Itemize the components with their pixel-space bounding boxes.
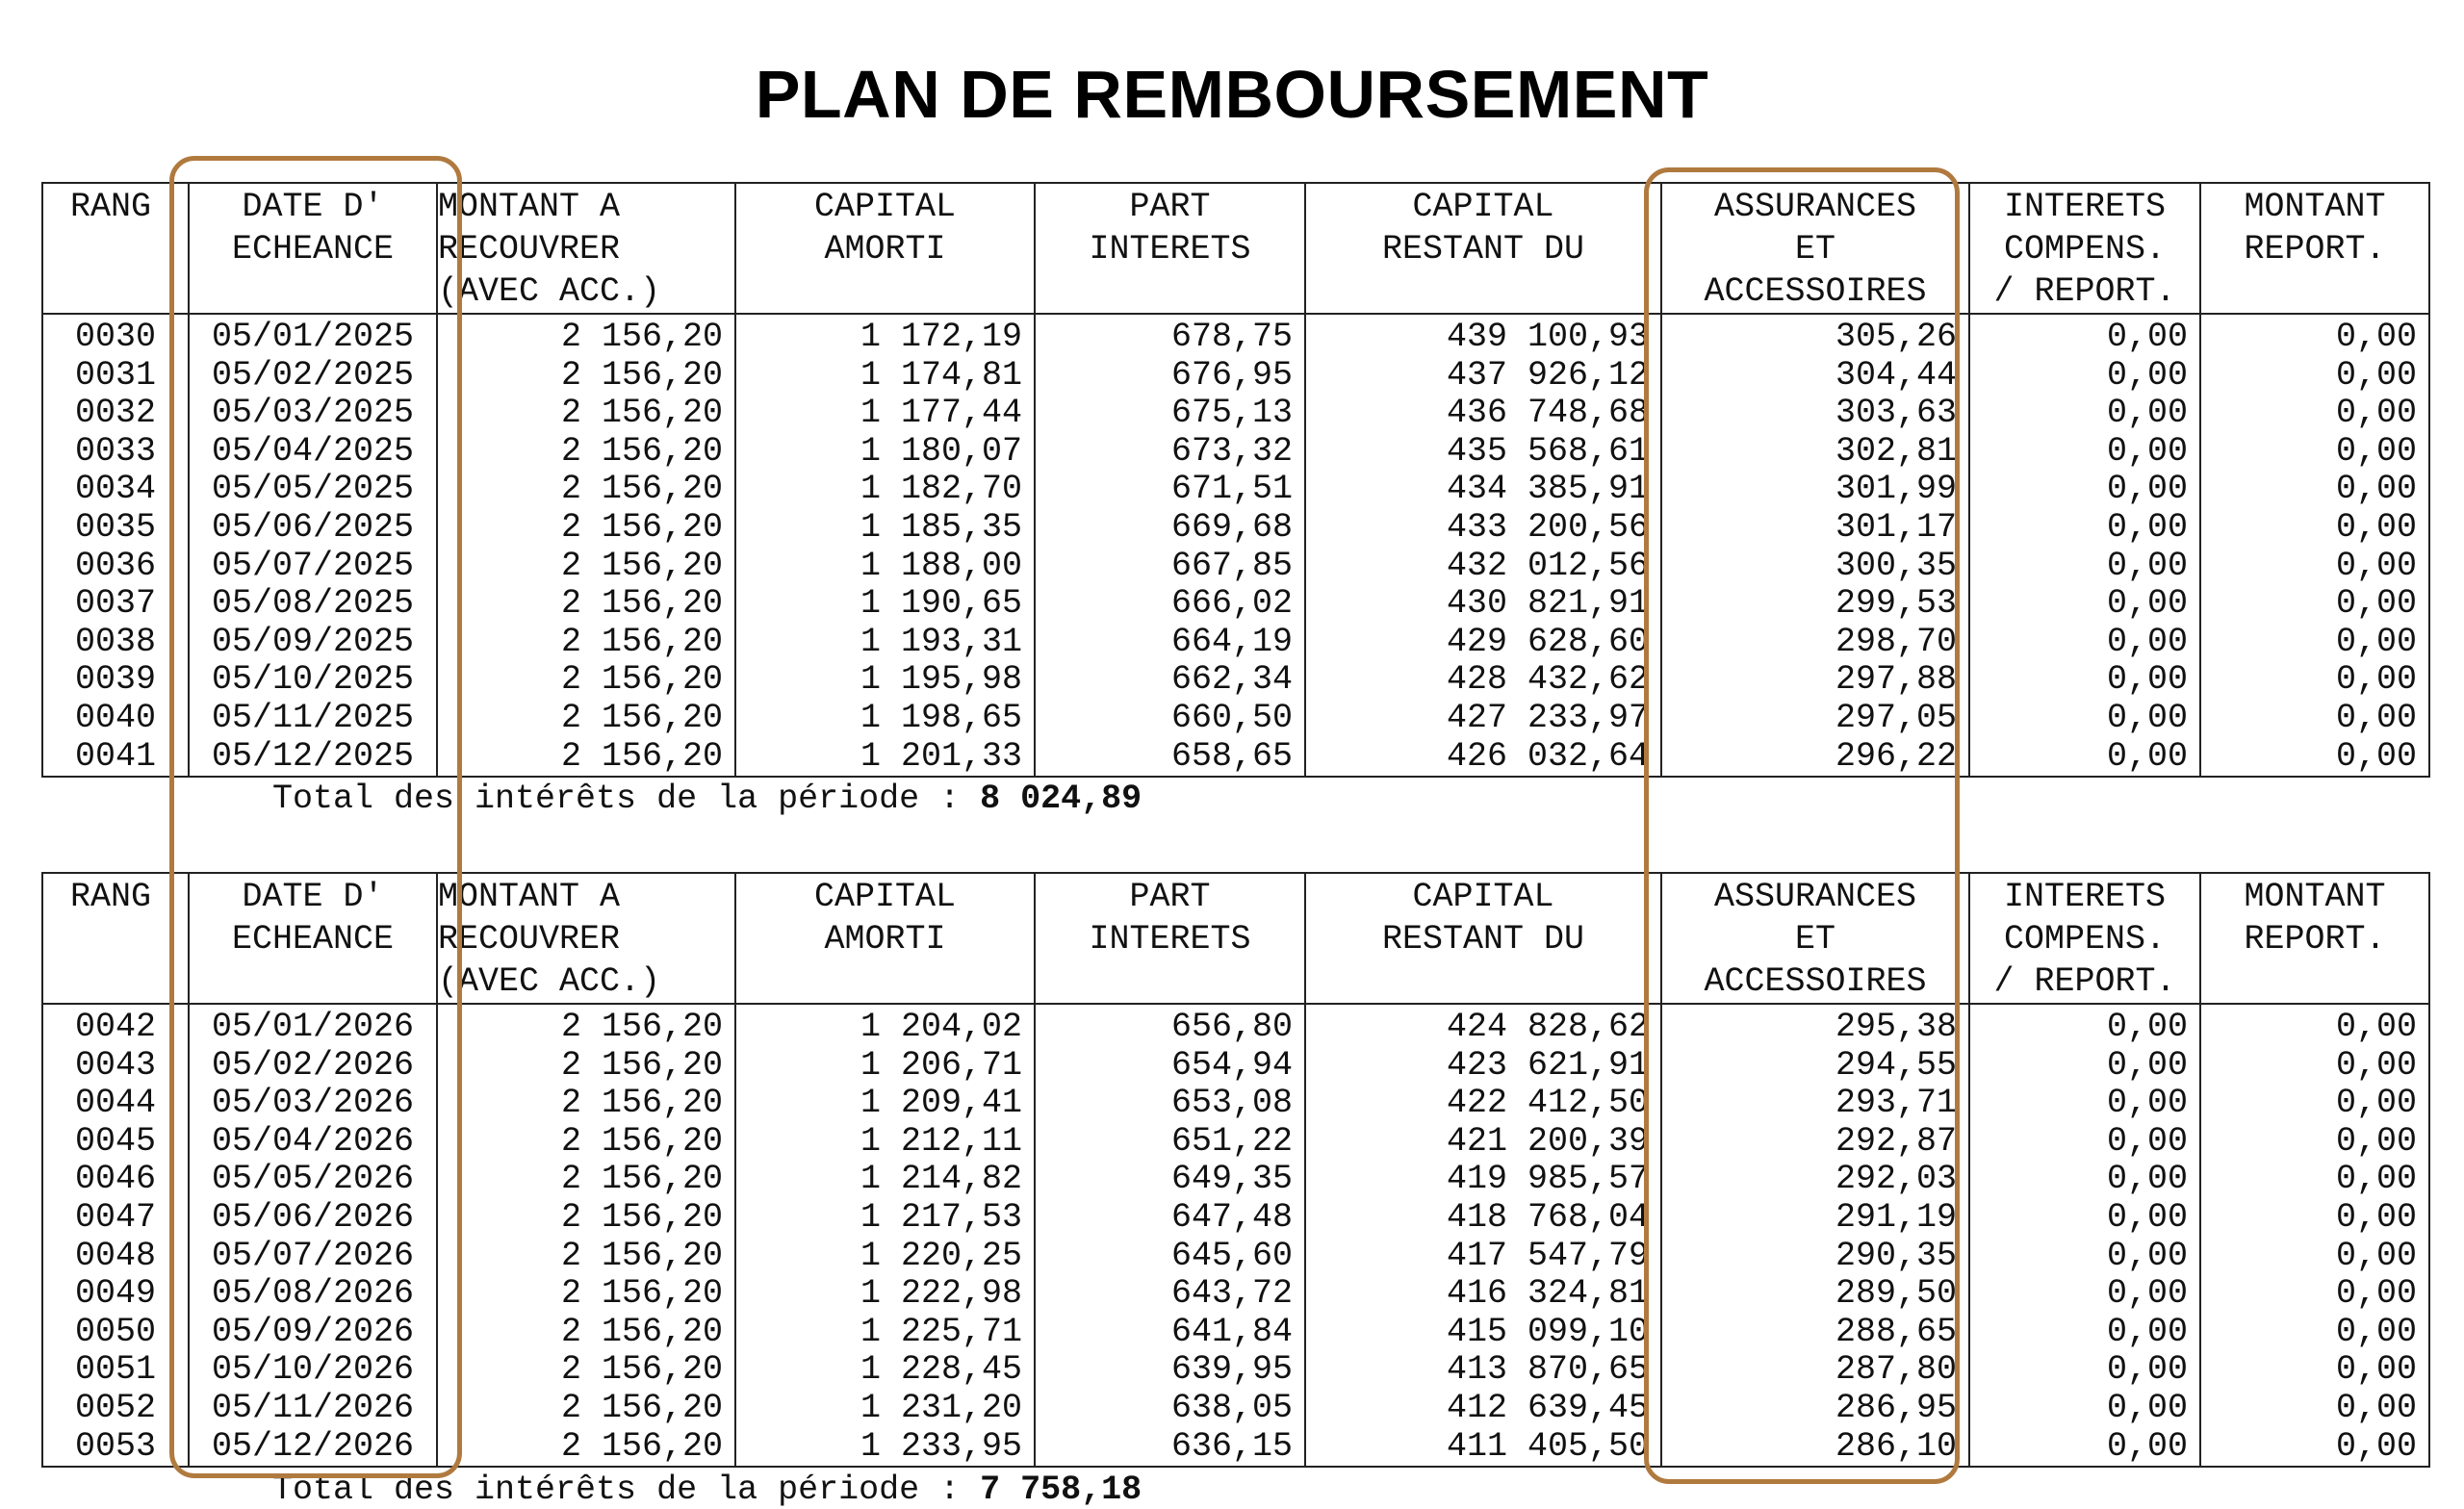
cell-assurances-accessoires: 290,35 xyxy=(1661,1238,1969,1276)
cell-rang: 0048 xyxy=(42,1238,189,1276)
cell-assurances-accessoires: 287,80 xyxy=(1661,1351,1969,1390)
cell-interets-compens-report: 0,00 xyxy=(1969,1047,2200,1086)
cell-rang: 0053 xyxy=(42,1428,189,1468)
cell-part-interets: 669,68 xyxy=(1035,509,1305,548)
cell-rang: 0051 xyxy=(42,1351,189,1390)
cell-montant-report: 0,00 xyxy=(2200,661,2429,700)
cell-capital-amorti: 1 220,25 xyxy=(735,1238,1035,1276)
cell-montant-a-recouvrer: 2 156,20 xyxy=(437,509,735,548)
cell-montant-a-recouvrer: 2 156,20 xyxy=(437,1390,735,1428)
total-value: 8 024,89 xyxy=(980,780,1142,818)
cell-capital-amorti: 1 182,70 xyxy=(735,471,1035,509)
cell-capital-amorti: 1 225,71 xyxy=(735,1314,1035,1352)
cell-part-interets: 636,15 xyxy=(1035,1428,1305,1468)
cell-rang: 0035 xyxy=(42,509,189,548)
cell-interets-compens-report: 0,00 xyxy=(1969,1199,2200,1238)
cell-montant-report: 0,00 xyxy=(2200,1351,2429,1390)
cell-part-interets: 643,72 xyxy=(1035,1275,1305,1314)
cell-rang: 0037 xyxy=(42,585,189,624)
cell-interets-compens-report: 0,00 xyxy=(1969,1314,2200,1352)
cell-date-echeance: 05/06/2025 xyxy=(189,509,437,548)
cell-capital-amorti: 1 174,81 xyxy=(735,357,1035,396)
table-row xyxy=(42,624,2429,662)
cell-capital-amorti: 1 206,71 xyxy=(735,1047,1035,1086)
cell-rang: 0045 xyxy=(42,1123,189,1162)
cell-assurances-accessoires: 294,55 xyxy=(1661,1047,1969,1086)
cell-montant-a-recouvrer: 2 156,20 xyxy=(437,1047,735,1086)
cell-capital-amorti: 1 212,11 xyxy=(735,1123,1035,1162)
cell-date-echeance: 05/05/2026 xyxy=(189,1161,437,1199)
cell-montant-a-recouvrer: 2 156,20 xyxy=(437,1275,735,1314)
cell-rang: 0042 xyxy=(42,1004,189,1047)
cell-assurances-accessoires: 286,95 xyxy=(1661,1390,1969,1428)
table-row xyxy=(42,1314,2429,1352)
cell-interets-compens-report: 0,00 xyxy=(1969,700,2200,738)
cell-date-echeance: 05/08/2025 xyxy=(189,585,437,624)
cell-montant-report: 0,00 xyxy=(2200,1314,2429,1352)
period-interest-total xyxy=(272,780,1142,818)
cell-rang: 0036 xyxy=(42,548,189,586)
cell-capital-restant-du: 439 100,93 xyxy=(1305,314,1661,357)
cell-rang: 0052 xyxy=(42,1390,189,1428)
header-assurances-accessoires: ASSURANCES ET ACCESSOIRES xyxy=(1661,873,1969,1004)
table-row xyxy=(42,314,2429,357)
cell-montant-a-recouvrer: 2 156,20 xyxy=(437,1314,735,1352)
cell-rang: 0050 xyxy=(42,1314,189,1352)
cell-rang: 0033 xyxy=(42,433,189,472)
cell-montant-a-recouvrer: 2 156,20 xyxy=(437,471,735,509)
table-row xyxy=(42,1390,2429,1428)
cell-interets-compens-report: 0,00 xyxy=(1969,1004,2200,1047)
table-row xyxy=(42,471,2429,509)
cell-montant-a-recouvrer: 2 156,20 xyxy=(437,357,735,396)
cell-assurances-accessoires: 297,05 xyxy=(1661,700,1969,738)
cell-montant-report: 0,00 xyxy=(2200,357,2429,396)
cell-interets-compens-report: 0,00 xyxy=(1969,1238,2200,1276)
cell-capital-restant-du: 418 768,04 xyxy=(1305,1199,1661,1238)
cell-montant-a-recouvrer: 2 156,20 xyxy=(437,1351,735,1390)
cell-montant-a-recouvrer: 2 156,20 xyxy=(437,395,735,433)
cell-capital-restant-du: 411 405,50 xyxy=(1305,1428,1661,1468)
cell-assurances-accessoires: 300,35 xyxy=(1661,548,1969,586)
cell-capital-amorti: 1 228,45 xyxy=(735,1351,1035,1390)
cell-interets-compens-report: 0,00 xyxy=(1969,471,2200,509)
cell-interets-compens-report: 0,00 xyxy=(1969,585,2200,624)
cell-capital-amorti: 1 222,98 xyxy=(735,1275,1035,1314)
cell-montant-a-recouvrer: 2 156,20 xyxy=(437,1004,735,1047)
cell-interets-compens-report: 0,00 xyxy=(1969,1161,2200,1199)
table-row xyxy=(42,1004,2429,1047)
cell-rang: 0044 xyxy=(42,1085,189,1123)
cell-assurances-accessoires: 301,99 xyxy=(1661,471,1969,509)
cell-montant-a-recouvrer: 2 156,20 xyxy=(437,661,735,700)
header-montant-a-recouvrer: MONTANT A RECOUVRER (AVEC ACC.) xyxy=(437,873,735,1004)
table-row xyxy=(42,661,2429,700)
header-interets-compens-report: INTERETS COMPENS. / REPORT. xyxy=(1969,873,2200,1004)
cell-rang: 0030 xyxy=(42,314,189,357)
cell-assurances-accessoires: 296,22 xyxy=(1661,738,1969,778)
cell-montant-report: 0,00 xyxy=(2200,471,2429,509)
cell-capital-restant-du: 419 985,57 xyxy=(1305,1161,1661,1199)
cell-montant-a-recouvrer: 2 156,20 xyxy=(437,433,735,472)
cell-capital-restant-du: 434 385,91 xyxy=(1305,471,1661,509)
cell-date-echeance: 05/02/2025 xyxy=(189,357,437,396)
cell-capital-restant-du: 415 099,10 xyxy=(1305,1314,1661,1352)
header-capital-restant-du: CAPITAL RESTANT DU xyxy=(1305,183,1661,314)
header-capital-restant-du: CAPITAL RESTANT DU xyxy=(1305,873,1661,1004)
cell-montant-report: 0,00 xyxy=(2200,1428,2429,1468)
cell-assurances-accessoires: 292,03 xyxy=(1661,1161,1969,1199)
table-row xyxy=(42,1351,2429,1390)
cell-date-echeance: 05/05/2025 xyxy=(189,471,437,509)
cell-assurances-accessoires: 286,10 xyxy=(1661,1428,1969,1468)
cell-capital-amorti: 1 201,33 xyxy=(735,738,1035,778)
cell-part-interets: 639,95 xyxy=(1035,1351,1305,1390)
cell-montant-report: 0,00 xyxy=(2200,585,2429,624)
cell-montant-report: 0,00 xyxy=(2200,1275,2429,1314)
cell-montant-a-recouvrer: 2 156,20 xyxy=(437,1123,735,1162)
cell-capital-amorti: 1 231,20 xyxy=(735,1390,1035,1428)
table-row xyxy=(42,1161,2429,1199)
cell-montant-report: 0,00 xyxy=(2200,433,2429,472)
cell-montant-a-recouvrer: 2 156,20 xyxy=(437,1238,735,1276)
cell-part-interets: 654,94 xyxy=(1035,1047,1305,1086)
cell-montant-a-recouvrer: 2 156,20 xyxy=(437,1199,735,1238)
cell-assurances-accessoires: 304,44 xyxy=(1661,357,1969,396)
cell-capital-amorti: 1 209,41 xyxy=(735,1085,1035,1123)
cell-assurances-accessoires: 295,38 xyxy=(1661,1004,1969,1047)
cell-montant-report: 0,00 xyxy=(2200,1085,2429,1123)
cell-rang: 0032 xyxy=(42,395,189,433)
cell-assurances-accessoires: 293,71 xyxy=(1661,1085,1969,1123)
cell-capital-restant-du: 428 432,62 xyxy=(1305,661,1661,700)
header-date-echeance: DATE D' ECHEANCE xyxy=(189,183,437,314)
cell-capital-restant-du: 417 547,79 xyxy=(1305,1238,1661,1276)
cell-part-interets: 675,13 xyxy=(1035,395,1305,433)
cell-part-interets: 667,85 xyxy=(1035,548,1305,586)
cell-capital-restant-du: 413 870,65 xyxy=(1305,1351,1661,1390)
cell-montant-a-recouvrer: 2 156,20 xyxy=(437,1428,735,1468)
cell-interets-compens-report: 0,00 xyxy=(1969,548,2200,586)
cell-part-interets: 638,05 xyxy=(1035,1390,1305,1428)
cell-assurances-accessoires: 292,87 xyxy=(1661,1123,1969,1162)
cell-part-interets: 645,60 xyxy=(1035,1238,1305,1276)
cell-interets-compens-report: 0,00 xyxy=(1969,395,2200,433)
cell-capital-amorti: 1 217,53 xyxy=(735,1199,1035,1238)
cell-assurances-accessoires: 298,70 xyxy=(1661,624,1969,662)
cell-part-interets: 676,95 xyxy=(1035,357,1305,396)
cell-montant-report: 0,00 xyxy=(2200,738,2429,778)
repayment-table-2026 xyxy=(41,872,2430,1468)
cell-date-echeance: 05/03/2025 xyxy=(189,395,437,433)
cell-assurances-accessoires: 305,26 xyxy=(1661,314,1969,357)
cell-montant-report: 0,00 xyxy=(2200,700,2429,738)
table-row xyxy=(42,1428,2429,1468)
cell-interets-compens-report: 0,00 xyxy=(1969,314,2200,357)
cell-date-echeance: 05/07/2025 xyxy=(189,548,437,586)
cell-interets-compens-report: 0,00 xyxy=(1969,624,2200,662)
cell-capital-restant-du: 436 748,68 xyxy=(1305,395,1661,433)
cell-part-interets: 647,48 xyxy=(1035,1199,1305,1238)
cell-montant-report: 0,00 xyxy=(2200,395,2429,433)
cell-capital-restant-du: 433 200,56 xyxy=(1305,509,1661,548)
cell-date-echeance: 05/12/2025 xyxy=(189,738,437,778)
cell-montant-a-recouvrer: 2 156,20 xyxy=(437,700,735,738)
cell-montant-a-recouvrer: 2 156,20 xyxy=(437,1161,735,1199)
cell-capital-amorti: 1 185,35 xyxy=(735,509,1035,548)
cell-assurances-accessoires: 297,88 xyxy=(1661,661,1969,700)
cell-capital-restant-du: 422 412,50 xyxy=(1305,1085,1661,1123)
cell-rang: 0041 xyxy=(42,738,189,778)
cell-montant-report: 0,00 xyxy=(2200,1047,2429,1086)
cell-interets-compens-report: 0,00 xyxy=(1969,433,2200,472)
cell-montant-report: 0,00 xyxy=(2200,1390,2429,1428)
cell-capital-amorti: 1 214,82 xyxy=(735,1161,1035,1199)
table-row xyxy=(42,548,2429,586)
cell-date-echeance: 05/10/2025 xyxy=(189,661,437,700)
table-row xyxy=(42,1085,2429,1123)
header-montant-a-recouvrer: MONTANT A RECOUVRER (AVEC ACC.) xyxy=(437,183,735,314)
cell-date-echeance: 05/01/2025 xyxy=(189,314,437,357)
cell-interets-compens-report: 0,00 xyxy=(1969,1428,2200,1468)
cell-part-interets: 649,35 xyxy=(1035,1161,1305,1199)
table-row xyxy=(42,1047,2429,1086)
header-rang: RANG xyxy=(42,183,189,314)
cell-capital-restant-du: 424 828,62 xyxy=(1305,1004,1661,1047)
table-row xyxy=(42,357,2429,396)
cell-part-interets: 664,19 xyxy=(1035,624,1305,662)
cell-date-echeance: 05/06/2026 xyxy=(189,1199,437,1238)
cell-capital-restant-du: 427 233,97 xyxy=(1305,700,1661,738)
period-interest-total xyxy=(272,1471,1142,1509)
cell-montant-a-recouvrer: 2 156,20 xyxy=(437,624,735,662)
total-value: 7 758,18 xyxy=(980,1471,1142,1509)
cell-part-interets: 671,51 xyxy=(1035,471,1305,509)
table-row xyxy=(42,395,2429,433)
cell-part-interets: 666,02 xyxy=(1035,585,1305,624)
cell-rang: 0049 xyxy=(42,1275,189,1314)
cell-capital-restant-du: 435 568,61 xyxy=(1305,433,1661,472)
cell-part-interets: 656,80 xyxy=(1035,1004,1305,1047)
cell-montant-a-recouvrer: 2 156,20 xyxy=(437,738,735,778)
cell-capital-restant-du: 437 926,12 xyxy=(1305,357,1661,396)
cell-part-interets: 651,22 xyxy=(1035,1123,1305,1162)
cell-part-interets: 678,75 xyxy=(1035,314,1305,357)
cell-capital-amorti: 1 177,44 xyxy=(735,395,1035,433)
cell-date-echeance: 05/03/2026 xyxy=(189,1085,437,1123)
cell-date-echeance: 05/10/2026 xyxy=(189,1351,437,1390)
cell-rang: 0043 xyxy=(42,1047,189,1086)
cell-assurances-accessoires: 301,17 xyxy=(1661,509,1969,548)
repayment-table-2025 xyxy=(41,182,2430,778)
cell-date-echeance: 05/01/2026 xyxy=(189,1004,437,1047)
total-label: Total des intérêts de la période : xyxy=(272,1471,981,1509)
page-title: PLAN DE REMBOURSEMENT xyxy=(755,57,1709,132)
header-assurances-accessoires: ASSURANCES ET ACCESSOIRES xyxy=(1661,183,1969,314)
header-part-interets: PART INTERETS xyxy=(1035,183,1305,314)
header-rang: RANG xyxy=(42,873,189,1004)
cell-part-interets: 660,50 xyxy=(1035,700,1305,738)
table-row xyxy=(42,1238,2429,1276)
cell-montant-a-recouvrer: 2 156,20 xyxy=(437,585,735,624)
cell-capital-amorti: 1 180,07 xyxy=(735,433,1035,472)
table-row xyxy=(42,1123,2429,1162)
cell-montant-report: 0,00 xyxy=(2200,1161,2429,1199)
header-capital-amorti: CAPITAL AMORTI xyxy=(735,183,1035,314)
table-row xyxy=(42,1275,2429,1314)
cell-capital-amorti: 1 233,95 xyxy=(735,1428,1035,1468)
cell-montant-report: 0,00 xyxy=(2200,1238,2429,1276)
cell-date-echeance: 05/04/2025 xyxy=(189,433,437,472)
cell-interets-compens-report: 0,00 xyxy=(1969,1123,2200,1162)
cell-capital-amorti: 1 190,65 xyxy=(735,585,1035,624)
cell-montant-a-recouvrer: 2 156,20 xyxy=(437,1085,735,1123)
cell-interets-compens-report: 0,00 xyxy=(1969,738,2200,778)
cell-capital-restant-du: 416 324,81 xyxy=(1305,1275,1661,1314)
cell-date-echeance: 05/12/2026 xyxy=(189,1428,437,1468)
cell-interets-compens-report: 0,00 xyxy=(1969,1390,2200,1428)
table-row xyxy=(42,738,2429,778)
cell-rang: 0031 xyxy=(42,357,189,396)
cell-capital-restant-du: 432 012,56 xyxy=(1305,548,1661,586)
header-row xyxy=(42,183,2429,314)
cell-assurances-accessoires: 291,19 xyxy=(1661,1199,1969,1238)
cell-rang: 0046 xyxy=(42,1161,189,1199)
table-row xyxy=(42,585,2429,624)
cell-montant-report: 0,00 xyxy=(2200,509,2429,548)
header-montant-report: MONTANT REPORT. xyxy=(2200,183,2429,314)
cell-assurances-accessoires: 288,65 xyxy=(1661,1314,1969,1352)
cell-rang: 0047 xyxy=(42,1199,189,1238)
cell-date-echeance: 05/09/2025 xyxy=(189,624,437,662)
cell-capital-restant-du: 426 032,64 xyxy=(1305,738,1661,778)
cell-capital-amorti: 1 193,31 xyxy=(735,624,1035,662)
cell-assurances-accessoires: 302,81 xyxy=(1661,433,1969,472)
total-label: Total des intérêts de la période : xyxy=(272,780,981,818)
cell-montant-report: 0,00 xyxy=(2200,624,2429,662)
cell-capital-restant-du: 429 628,60 xyxy=(1305,624,1661,662)
cell-interets-compens-report: 0,00 xyxy=(1969,1275,2200,1314)
cell-interets-compens-report: 0,00 xyxy=(1969,1351,2200,1390)
header-date-echeance: DATE D' ECHEANCE xyxy=(189,873,437,1004)
cell-capital-amorti: 1 204,02 xyxy=(735,1004,1035,1047)
cell-date-echeance: 05/11/2025 xyxy=(189,700,437,738)
cell-montant-a-recouvrer: 2 156,20 xyxy=(437,314,735,357)
cell-interets-compens-report: 0,00 xyxy=(1969,1085,2200,1123)
cell-part-interets: 653,08 xyxy=(1035,1085,1305,1123)
cell-capital-amorti: 1 198,65 xyxy=(735,700,1035,738)
cell-date-echeance: 05/08/2026 xyxy=(189,1275,437,1314)
header-capital-amorti: CAPITAL AMORTI xyxy=(735,873,1035,1004)
cell-capital-restant-du: 421 200,39 xyxy=(1305,1123,1661,1162)
table-row xyxy=(42,433,2429,472)
cell-date-echeance: 05/04/2026 xyxy=(189,1123,437,1162)
cell-date-echeance: 05/02/2026 xyxy=(189,1047,437,1086)
cell-capital-amorti: 1 195,98 xyxy=(735,661,1035,700)
cell-capital-amorti: 1 188,00 xyxy=(735,548,1035,586)
header-row xyxy=(42,873,2429,1004)
cell-assurances-accessoires: 289,50 xyxy=(1661,1275,1969,1314)
cell-date-echeance: 05/11/2026 xyxy=(189,1390,437,1428)
table-row xyxy=(42,509,2429,548)
cell-capital-restant-du: 412 639,45 xyxy=(1305,1390,1661,1428)
cell-rang: 0034 xyxy=(42,471,189,509)
cell-montant-report: 0,00 xyxy=(2200,314,2429,357)
cell-interets-compens-report: 0,00 xyxy=(1969,661,2200,700)
cell-part-interets: 662,34 xyxy=(1035,661,1305,700)
cell-date-echeance: 05/09/2026 xyxy=(189,1314,437,1352)
cell-rang: 0040 xyxy=(42,700,189,738)
cell-assurances-accessoires: 303,63 xyxy=(1661,395,1969,433)
table-row xyxy=(42,1199,2429,1238)
cell-part-interets: 658,65 xyxy=(1035,738,1305,778)
cell-rang: 0039 xyxy=(42,661,189,700)
cell-assurances-accessoires: 299,53 xyxy=(1661,585,1969,624)
cell-montant-report: 0,00 xyxy=(2200,1199,2429,1238)
cell-capital-restant-du: 423 621,91 xyxy=(1305,1047,1661,1086)
cell-capital-restant-du: 430 821,91 xyxy=(1305,585,1661,624)
cell-interets-compens-report: 0,00 xyxy=(1969,357,2200,396)
cell-part-interets: 641,84 xyxy=(1035,1314,1305,1352)
header-interets-compens-report: INTERETS COMPENS. / REPORT. xyxy=(1969,183,2200,314)
cell-rang: 0038 xyxy=(42,624,189,662)
header-part-interets: PART INTERETS xyxy=(1035,873,1305,1004)
cell-montant-a-recouvrer: 2 156,20 xyxy=(437,548,735,586)
cell-montant-report: 0,00 xyxy=(2200,1123,2429,1162)
table-row xyxy=(42,700,2429,738)
cell-capital-amorti: 1 172,19 xyxy=(735,314,1035,357)
cell-montant-report: 0,00 xyxy=(2200,1004,2429,1047)
cell-part-interets: 673,32 xyxy=(1035,433,1305,472)
header-montant-report: MONTANT REPORT. xyxy=(2200,873,2429,1004)
cell-date-echeance: 05/07/2026 xyxy=(189,1238,437,1276)
cell-montant-report: 0,00 xyxy=(2200,548,2429,586)
cell-interets-compens-report: 0,00 xyxy=(1969,509,2200,548)
